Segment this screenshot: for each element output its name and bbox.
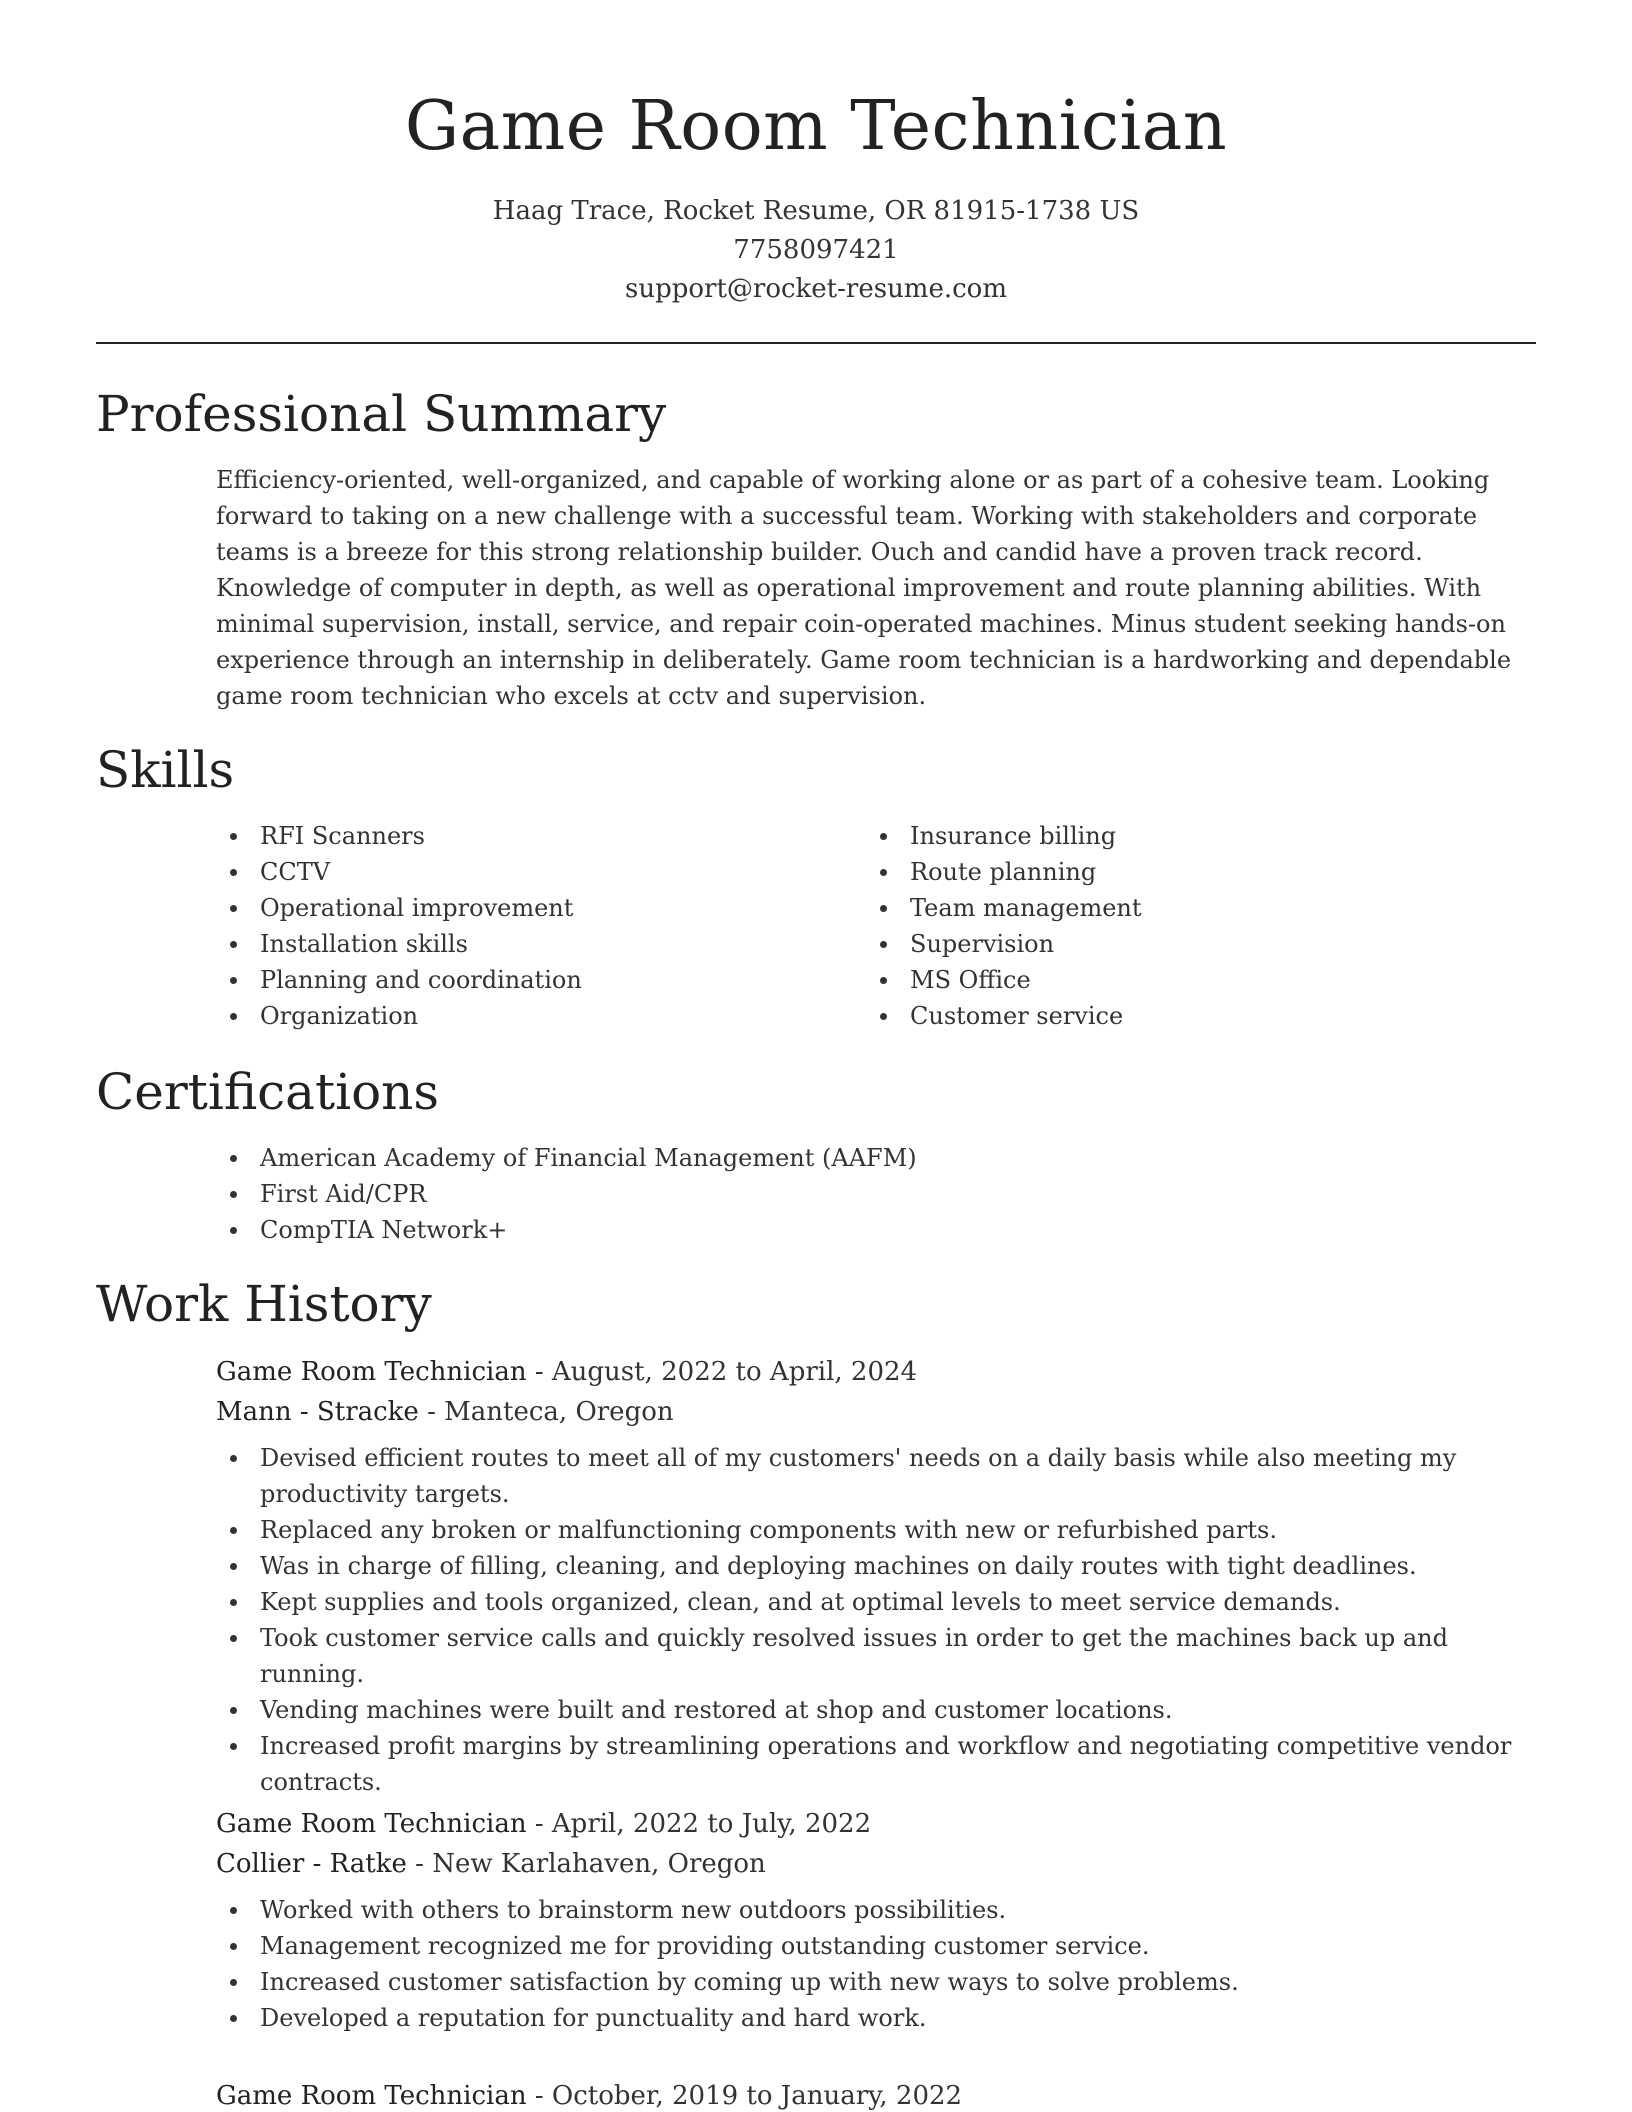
header-divider bbox=[96, 342, 1536, 344]
resume-header bbox=[0, 0, 1632, 309]
skill-item: Team management bbox=[866, 890, 1506, 926]
job-role: Game Room Technician bbox=[216, 1357, 527, 1387]
skill-item: MS Office bbox=[866, 962, 1506, 998]
skill-item: Organization bbox=[216, 998, 836, 1034]
section-title-certifications: Certifications bbox=[96, 1063, 440, 1121]
section-title-work-history: Work History bbox=[96, 1275, 432, 1333]
job-bullet: Was in charge of filling, cleaning, and deploying machines on daily routes with tight deadlines. bbox=[172, 1548, 1526, 1584]
skill-item: Planning and coordination bbox=[216, 962, 836, 998]
job-bullet: Increased customer satisfaction by coming up with new ways to solve problems. bbox=[172, 1964, 1526, 2000]
job-bullet: Management recognized me for providing outstanding customer service. bbox=[172, 1928, 1526, 1964]
skill-item: Insurance billing bbox=[866, 818, 1506, 854]
certification-item: First Aid/CPR bbox=[216, 1176, 1516, 1212]
job-title-line bbox=[216, 1804, 1526, 1844]
address: Haag Trace, Rocket Resume, OR 81915-1738 US bbox=[492, 196, 1140, 226]
job-bullet: Took customer service calls and quickly resolved issues in order to get the machines back up and running. bbox=[172, 1620, 1526, 1692]
job-role: Game Room Technician bbox=[216, 1809, 527, 1839]
email: support@rocket-resume.com bbox=[624, 274, 1007, 304]
phone: 7758097421 bbox=[733, 235, 899, 265]
certification-item: American Academy of Financial Management (AAFM) bbox=[216, 1140, 1516, 1176]
candidate-name: Game Room Technician bbox=[404, 87, 1228, 166]
certifications-list bbox=[216, 1140, 1516, 1248]
job-role: Game Room Technician bbox=[216, 2081, 527, 2111]
job-location: - Manteca, Oregon bbox=[418, 1397, 674, 1427]
job-bullets bbox=[172, 1440, 1526, 1800]
job-company: Collier - Ratke bbox=[216, 1849, 407, 1879]
skill-item: Route planning bbox=[866, 854, 1506, 890]
summary-text: Efficiency-oriented, well-organized, and capable of working alone or as part of a cohesive team. Looking forward to taking on a new challenge with a successful team. Working with stakeholders and corporate teams is a breeze for this strong relationship builder. Ouch and candid have a proven track record. Knowledge of computer in depth, as well as operational improvement and route planning abilities. With minimal supervision, install, service, and repair coin-operated machines. Minus student seeking hands-on experience through an internship in deliberately. Game room technician is a hardworking and dependable game room technician who excels at cctv and supervision. bbox=[216, 466, 1512, 710]
job-bullet: Kept supplies and tools organized, clean, and at optimal levels to meet service demands. bbox=[172, 1584, 1526, 1620]
job-company: Mann - Stracke bbox=[216, 1397, 419, 1427]
job-dates: - August, 2022 to April, 2024 bbox=[526, 1357, 918, 1387]
skill-item: Operational improvement bbox=[216, 890, 836, 926]
section-title-skills: Skills bbox=[96, 741, 235, 799]
job-company-line bbox=[216, 1392, 1526, 1432]
job-title-line bbox=[216, 2076, 1526, 2112]
skill-item: CCTV bbox=[216, 854, 836, 890]
job-bullets bbox=[172, 1892, 1526, 2036]
job-company-line bbox=[216, 1844, 1526, 1884]
section-title-summary: Professional Summary bbox=[96, 385, 667, 443]
job-bullet: Devised efficient routes to meet all of my customers' needs on a daily basis while also meeting my productivity targets. bbox=[172, 1440, 1526, 1512]
job-entry bbox=[216, 1804, 1526, 2036]
job-location: - New Karlahaven, Oregon bbox=[406, 1849, 766, 1879]
job-bullet: Replaced any broken or malfunctioning components with new or refurbished parts. bbox=[172, 1512, 1526, 1548]
job-dates: - October, 2019 to January, 2022 bbox=[526, 2081, 963, 2111]
job-entry bbox=[216, 2076, 1526, 2112]
skills-column-right bbox=[866, 818, 1506, 1034]
job-bullet: Developed a reputation for punctuality and hard work. bbox=[172, 2000, 1526, 2036]
job-entry bbox=[216, 1352, 1526, 1800]
skill-item: RFI Scanners bbox=[216, 818, 836, 854]
skill-item: Customer service bbox=[866, 998, 1506, 1034]
skills-column-left bbox=[216, 818, 836, 1034]
job-title-line bbox=[216, 1352, 1526, 1392]
job-bullet: Increased profit margins by streamlining operations and workflow and negotiating competitive vendor contracts. bbox=[172, 1728, 1526, 1800]
contact-info bbox=[0, 192, 1632, 309]
job-bullet: Vending machines were built and restored at shop and customer locations. bbox=[172, 1692, 1526, 1728]
skill-item: Supervision bbox=[866, 926, 1506, 962]
job-dates: - April, 2022 to July, 2022 bbox=[526, 1809, 872, 1839]
skill-item: Installation skills bbox=[216, 926, 836, 962]
certification-item: CompTIA Network+ bbox=[216, 1212, 1516, 1248]
job-bullet: Worked with others to brainstorm new outdoors possibilities. bbox=[172, 1892, 1526, 1928]
